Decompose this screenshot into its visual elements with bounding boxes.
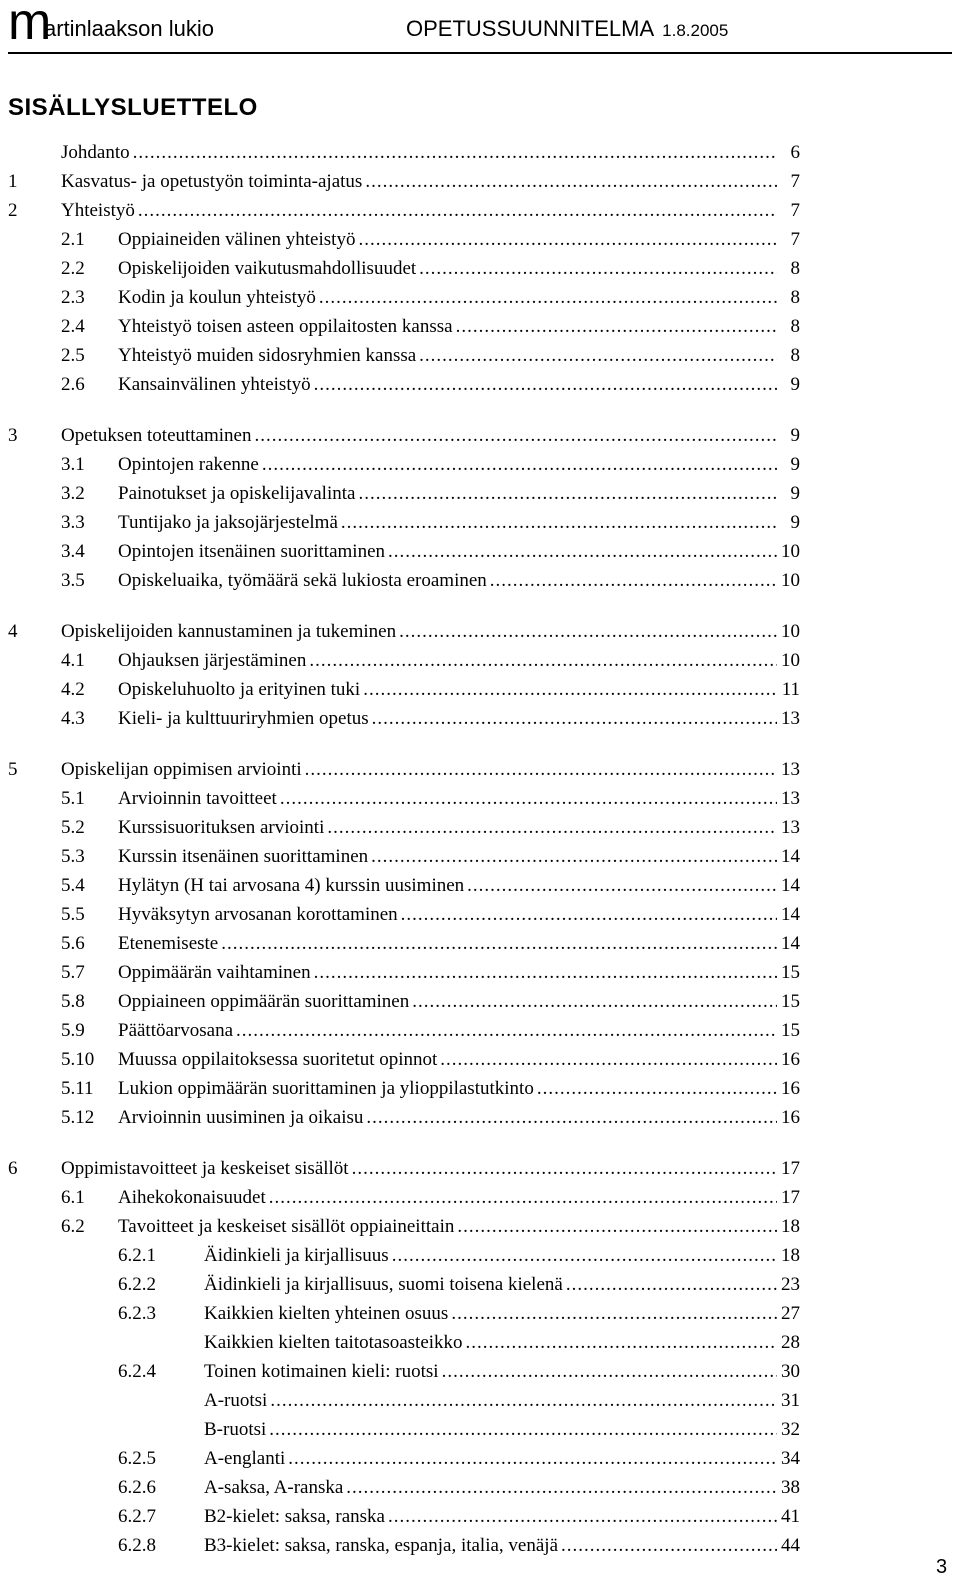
toc-entry-number: 2: [8, 200, 18, 221]
toc-entry-title: A-ruotsi: [204, 1390, 268, 1411]
toc-entry-page: 8: [790, 345, 800, 366]
toc-dot-leader: [366, 1106, 777, 1130]
toc-entry-page: 32: [781, 1419, 800, 1440]
toc-entry[interactable]: [0, 170, 960, 194]
toc-dot-leader: [358, 228, 777, 252]
toc-entry-title: Toinen kotimainen kieli: ruotsi: [204, 1361, 439, 1382]
toc-entry[interactable]: [0, 932, 960, 956]
toc-entry-title: Yhteistyö: [61, 200, 135, 221]
toc-entry-number: 6: [8, 1158, 18, 1179]
toc-entry-title: A-saksa, A-ranska: [204, 1477, 344, 1498]
toc-dot-leader: [254, 424, 777, 448]
toc-entry-title: Aihekokonaisuudet: [118, 1187, 266, 1208]
toc-entry-title: Kaikkien kielten yhteinen osuus: [204, 1303, 449, 1324]
toc-dot-leader: [309, 649, 777, 673]
toc-entry-number: 3.5: [61, 570, 85, 591]
toc-entry-number: 3: [8, 425, 18, 446]
toc-entry-number: 5.11: [61, 1078, 94, 1099]
toc-entry-page: 14: [781, 875, 800, 896]
toc-entry-page: 18: [781, 1245, 800, 1266]
toc-entry-page: 9: [790, 483, 800, 504]
toc-entry[interactable]: [0, 199, 960, 223]
toc-entry[interactable]: [0, 961, 960, 985]
toc-dot-leader: [466, 1331, 777, 1355]
toc-dot-leader: [412, 990, 777, 1014]
toc-entry[interactable]: [0, 511, 960, 535]
toc-entry-number: 1: [8, 171, 18, 192]
toc-entry-page: 8: [790, 287, 800, 308]
toc-entry-title: Äidinkieli ja kirjallisuus: [204, 1245, 389, 1266]
toc-entry[interactable]: [0, 816, 960, 840]
toc-entry-title: Kurssin itsenäinen suorittaminen: [118, 846, 369, 867]
toc-entry-page: 18: [781, 1216, 800, 1237]
toc-entry[interactable]: [0, 257, 960, 281]
toc-entry-page: 9: [790, 425, 800, 446]
toc-entry-number: 5.3: [61, 846, 85, 867]
toc-entry-number: 5: [8, 759, 18, 780]
toc-entry-title: Hylätyn (H tai arvosana 4) kurssin uusiminen: [118, 875, 465, 896]
toc-entry-title: Opiskeluhuolto ja erityinen tuki: [118, 679, 361, 700]
toc-entry-title: A-englanti: [204, 1448, 286, 1469]
toc-entry-number: 3.1: [61, 454, 85, 475]
toc-entry[interactable]: [0, 1019, 960, 1043]
toc-entry-page: 9: [790, 374, 800, 395]
toc-dot-leader: [372, 707, 777, 731]
toc-entry[interactable]: [0, 1048, 960, 1072]
toc-dot-leader: [392, 1244, 777, 1268]
toc-dot-leader: [419, 257, 777, 281]
toc-dot-leader: [456, 315, 777, 339]
toc-entry-page: 13: [781, 817, 800, 838]
toc-entry-title: Hyväksytyn arvosanan korottaminen: [118, 904, 398, 925]
toc-entry[interactable]: [0, 1389, 960, 1413]
toc-entry-page: 14: [781, 904, 800, 925]
toc-entry[interactable]: [0, 1302, 960, 1326]
toc-dot-leader: [314, 961, 777, 985]
toc-dot-leader: [363, 678, 777, 702]
toc-entry-page: 13: [781, 759, 800, 780]
toc-entry-title: Ohjauksen järjestäminen: [118, 650, 307, 671]
toc-dot-leader: [399, 620, 777, 644]
toc-entry-number: 5.1: [61, 788, 85, 809]
toc-entry-page: 44: [781, 1535, 800, 1556]
toc-dot-leader: [442, 1360, 777, 1384]
toc-dot-leader: [319, 286, 777, 310]
toc-dot-leader: [327, 816, 777, 840]
toc-entry[interactable]: [0, 845, 960, 869]
toc-entry-title: Oppiaineen oppimäärän suorittaminen: [118, 991, 410, 1012]
toc-entry-number: 5.8: [61, 991, 85, 1012]
toc-entry-title: Arvioinnin tavoitteet: [118, 788, 277, 809]
toc-entry-title: B3-kielet: saksa, ranska, espanja, italia, venäjä: [204, 1535, 559, 1556]
toc-entry-page: 9: [790, 454, 800, 475]
toc-entry-number: 3.3: [61, 512, 85, 533]
toc-dot-leader: [467, 874, 777, 898]
toc-entry-number: 4.1: [61, 650, 85, 671]
toc-dot-leader: [401, 903, 777, 927]
toc-entry-number: 6.2.5: [118, 1448, 156, 1469]
toc-entry-title: Kaikkien kielten taitotasoasteikko: [204, 1332, 463, 1353]
toc-dot-leader: [388, 1505, 777, 1529]
toc-entry-page: 13: [781, 708, 800, 729]
toc-entry-page: 15: [781, 1020, 800, 1041]
toc-entry[interactable]: [0, 1360, 960, 1384]
toc-entry[interactable]: [0, 707, 960, 731]
toc-entry-page: 16: [781, 1107, 800, 1128]
toc-entry-page: 10: [781, 541, 800, 562]
toc-entry[interactable]: [0, 228, 960, 252]
toc-entry[interactable]: [0, 1215, 960, 1239]
toc-entry-title: Opiskeluaika, työmäärä sekä lukiosta eroaminen: [118, 570, 487, 591]
toc-entry-number: 5.10: [61, 1049, 95, 1070]
toc-entry[interactable]: [0, 787, 960, 811]
toc-entry-title: Yhteistyö muiden sidosryhmien kanssa: [118, 345, 417, 366]
toc-dot-leader: [269, 1418, 777, 1442]
toc-entry-page: 7: [790, 171, 800, 192]
toc-entry-title: Opintojen rakenne: [118, 454, 259, 475]
toc-entry[interactable]: [0, 620, 960, 644]
toc-entry-number: 5.2: [61, 817, 85, 838]
toc-entry[interactable]: [0, 1157, 960, 1181]
toc-entry-page: 7: [790, 200, 800, 221]
header-school-name: artinlaakson lukio: [44, 16, 214, 41]
toc-entry[interactable]: [0, 758, 960, 782]
toc-entry-title: Opiskelijoiden vaikutusmahdollisuudet: [118, 258, 417, 279]
toc-entry-title: Kansainvälinen yhteistyö: [118, 374, 311, 395]
toc-entry[interactable]: [0, 373, 960, 397]
toc-entry[interactable]: [0, 286, 960, 310]
toc-entry-number: 5.6: [61, 933, 85, 954]
toc-entry-title: Kurssisuorituksen arviointi: [118, 817, 325, 838]
toc-entry-title: Lukion oppimäärän suorittaminen ja ylioppilastutkinto: [118, 1078, 534, 1099]
toc-entry-page: 10: [781, 621, 800, 642]
toc-entry[interactable]: [0, 1447, 960, 1471]
toc-entry-number: 4: [8, 621, 18, 642]
toc-entry-title: Opiskelijoiden kannustaminen ja tukeminen: [61, 621, 397, 642]
toc-dot-leader: [388, 540, 777, 564]
toc-dot-leader: [269, 1186, 777, 1210]
toc-entry[interactable]: [0, 874, 960, 898]
header-rule: [8, 52, 952, 54]
toc-entry-title: Tuntijako ja jaksojärjestelmä: [118, 512, 338, 533]
toc-entry-number: 5.5: [61, 904, 85, 925]
toc-entry-page: 17: [781, 1187, 800, 1208]
toc-entry-number: 6.2.4: [118, 1361, 156, 1382]
toc-dot-leader: [371, 845, 777, 869]
toc-entry[interactable]: [0, 315, 960, 339]
toc-dot-leader: [365, 170, 777, 194]
toc-entry-title: Opetuksen toteuttaminen: [61, 425, 252, 446]
toc-entry-number: 3.2: [61, 483, 85, 504]
toc-entry-page: 14: [781, 933, 800, 954]
page-header: [0, 0, 960, 60]
toc-entry-title: Opintojen itsenäinen suorittaminen: [118, 541, 386, 562]
toc-entry-page: 8: [790, 258, 800, 279]
toc-entry-page: 15: [781, 962, 800, 983]
toc-entry-title: Etenemiseste: [118, 933, 219, 954]
toc-entry[interactable]: [0, 649, 960, 673]
toc-dot-leader: [566, 1273, 777, 1297]
toc-entry-page: 6: [790, 142, 800, 163]
toc-dot-leader: [490, 569, 777, 593]
toc-entry-number: 6.2.3: [118, 1303, 156, 1324]
toc-entry-title: Päättöarvosana: [118, 1020, 234, 1041]
toc-entry-title: Kasvatus- ja opetustyön toiminta-ajatus: [61, 171, 363, 192]
toc-entry[interactable]: [0, 1273, 960, 1297]
toc-entry[interactable]: [0, 569, 960, 593]
toc-dot-leader: [537, 1077, 777, 1101]
toc-entry-title: Kieli- ja kulttuuriryhmien opetus: [118, 708, 369, 729]
toc-title: SISÄLLYSLUETTELO: [8, 94, 258, 121]
toc-entry-number: 5.9: [61, 1020, 85, 1041]
toc-entry[interactable]: [0, 1077, 960, 1101]
toc-entry[interactable]: [0, 482, 960, 506]
toc-entry-page: 30: [781, 1361, 800, 1382]
toc-entry-number: 4.3: [61, 708, 85, 729]
toc-entry-number: 3.4: [61, 541, 85, 562]
toc-entry-number: 6.2.2: [118, 1274, 156, 1295]
toc-entry-page: 16: [781, 1049, 800, 1070]
toc-entry-page: 16: [781, 1078, 800, 1099]
toc-dot-leader: [221, 932, 777, 956]
toc-entry-page: 14: [781, 846, 800, 867]
toc-entry-title: Oppiaineiden välinen yhteistyö: [118, 229, 356, 250]
toc-dot-leader: [133, 141, 777, 165]
toc-entry-page: 31: [781, 1390, 800, 1411]
toc-entry-page: 10: [781, 650, 800, 671]
toc-dot-leader: [314, 373, 777, 397]
toc-entry-number: 2.4: [61, 316, 85, 337]
toc-entry-page: 8: [790, 316, 800, 337]
toc-entry[interactable]: [0, 344, 960, 368]
toc-entry-title: Johdanto: [61, 142, 130, 163]
toc-entry-page: 10: [781, 570, 800, 591]
toc-entry-title: B2-kielet: saksa, ranska: [204, 1506, 385, 1527]
toc-entry-number: 6.2: [61, 1216, 85, 1237]
toc-entry-title: Kodin ja koulun yhteistyö: [118, 287, 316, 308]
toc-entry[interactable]: [0, 453, 960, 477]
toc-entry-page: 41: [781, 1506, 800, 1527]
page-number: 3: [936, 1556, 948, 1578]
toc-dot-leader: [341, 511, 777, 535]
toc-entry-title: Oppimäärän vaihtaminen: [118, 962, 311, 983]
toc-entry[interactable]: [0, 1534, 960, 1558]
toc-entry-number: 5.7: [61, 962, 85, 983]
header-doc-title: OPETUSSUUNNITELMA: [406, 16, 655, 41]
toc-entry-page: 7: [790, 229, 800, 250]
toc-entry[interactable]: [0, 1418, 960, 1442]
toc-dot-leader: [440, 1048, 777, 1072]
toc-entry-page: 38: [781, 1477, 800, 1498]
toc-entry-title: Painotukset ja opiskelijavalinta: [118, 483, 356, 504]
toc-dot-leader: [346, 1476, 777, 1500]
toc-entry[interactable]: [0, 1476, 960, 1500]
toc-entry-page: 15: [781, 991, 800, 1012]
toc-entry-page: 17: [781, 1158, 800, 1179]
toc-dot-leader: [419, 344, 777, 368]
toc-entry-number: 6.2.6: [118, 1477, 156, 1498]
toc-entry-title: Opiskelijan oppimisen arviointi: [61, 759, 302, 780]
toc-dot-leader: [305, 758, 777, 782]
header-date: 1.8.2005: [662, 21, 729, 40]
toc-dot-leader: [270, 1389, 777, 1413]
toc-entry-title: Oppimistavoitteet ja keskeiset sisällöt: [61, 1158, 349, 1179]
toc-dot-leader: [288, 1447, 777, 1471]
toc-dot-leader: [358, 482, 777, 506]
toc-entry[interactable]: [0, 903, 960, 927]
toc-entry-number: 2.3: [61, 287, 85, 308]
toc-entry-title: Yhteistyö toisen asteen oppilaitosten kanssa: [118, 316, 453, 337]
toc-entry-title: Äidinkieli ja kirjallisuus, suomi toisena kielenä: [204, 1274, 563, 1295]
toc-dot-leader: [280, 787, 777, 811]
toc-entry[interactable]: [0, 540, 960, 564]
toc-entry-page: 34: [781, 1448, 800, 1469]
toc-entry[interactable]: [0, 424, 960, 448]
toc-entry[interactable]: [0, 1331, 960, 1355]
toc-entry-number: 5.12: [61, 1107, 95, 1128]
toc-entry-page: 23: [781, 1274, 800, 1295]
toc-entry[interactable]: [0, 990, 960, 1014]
toc-entry[interactable]: [0, 1106, 960, 1130]
toc-entry[interactable]: [0, 1186, 960, 1210]
toc-entry-title: Tavoitteet ja keskeiset sisällöt oppiaineittain: [118, 1216, 455, 1237]
toc-entry-number: 2.2: [61, 258, 85, 279]
toc-entry-number: 6.2.8: [118, 1535, 156, 1556]
header-document-title: [406, 16, 728, 42]
toc-entry[interactable]: [0, 141, 960, 165]
toc-entry-number: 6.2.7: [118, 1506, 156, 1527]
toc-dot-leader: [561, 1534, 777, 1558]
toc-entry[interactable]: [0, 1244, 960, 1268]
toc-dot-leader: [352, 1157, 777, 1181]
toc-entry-number: 2.6: [61, 374, 85, 395]
toc-dot-leader: [236, 1019, 777, 1043]
toc-entry[interactable]: [0, 1505, 960, 1529]
toc-entry-page: 28: [781, 1332, 800, 1353]
toc-entry-page: 9: [790, 512, 800, 533]
toc-entry-page: 11: [781, 679, 800, 700]
toc-entry-number: 2.1: [61, 229, 85, 250]
toc-entry[interactable]: [0, 678, 960, 702]
toc-entry-title: B-ruotsi: [204, 1419, 267, 1440]
header-initial: m: [8, 0, 52, 51]
toc-entry-page: 13: [781, 788, 800, 809]
toc-dot-leader: [451, 1302, 777, 1326]
toc-entry-number: 6.1: [61, 1187, 85, 1208]
toc-entry-number: 5.4: [61, 875, 85, 896]
toc-entry-number: 6.2.1: [118, 1245, 156, 1266]
toc-dot-leader: [262, 453, 777, 477]
toc-entry-number: 4.2: [61, 679, 85, 700]
toc-dot-leader: [138, 199, 777, 223]
toc-dot-leader: [457, 1215, 777, 1239]
toc-entry-number: 2.5: [61, 345, 85, 366]
toc-entry-title: Arvioinnin uusiminen ja oikaisu: [118, 1107, 364, 1128]
toc-entry-title: Muussa oppilaitoksessa suoritetut opinnot: [118, 1049, 438, 1070]
toc-entry-page: 27: [781, 1303, 800, 1324]
